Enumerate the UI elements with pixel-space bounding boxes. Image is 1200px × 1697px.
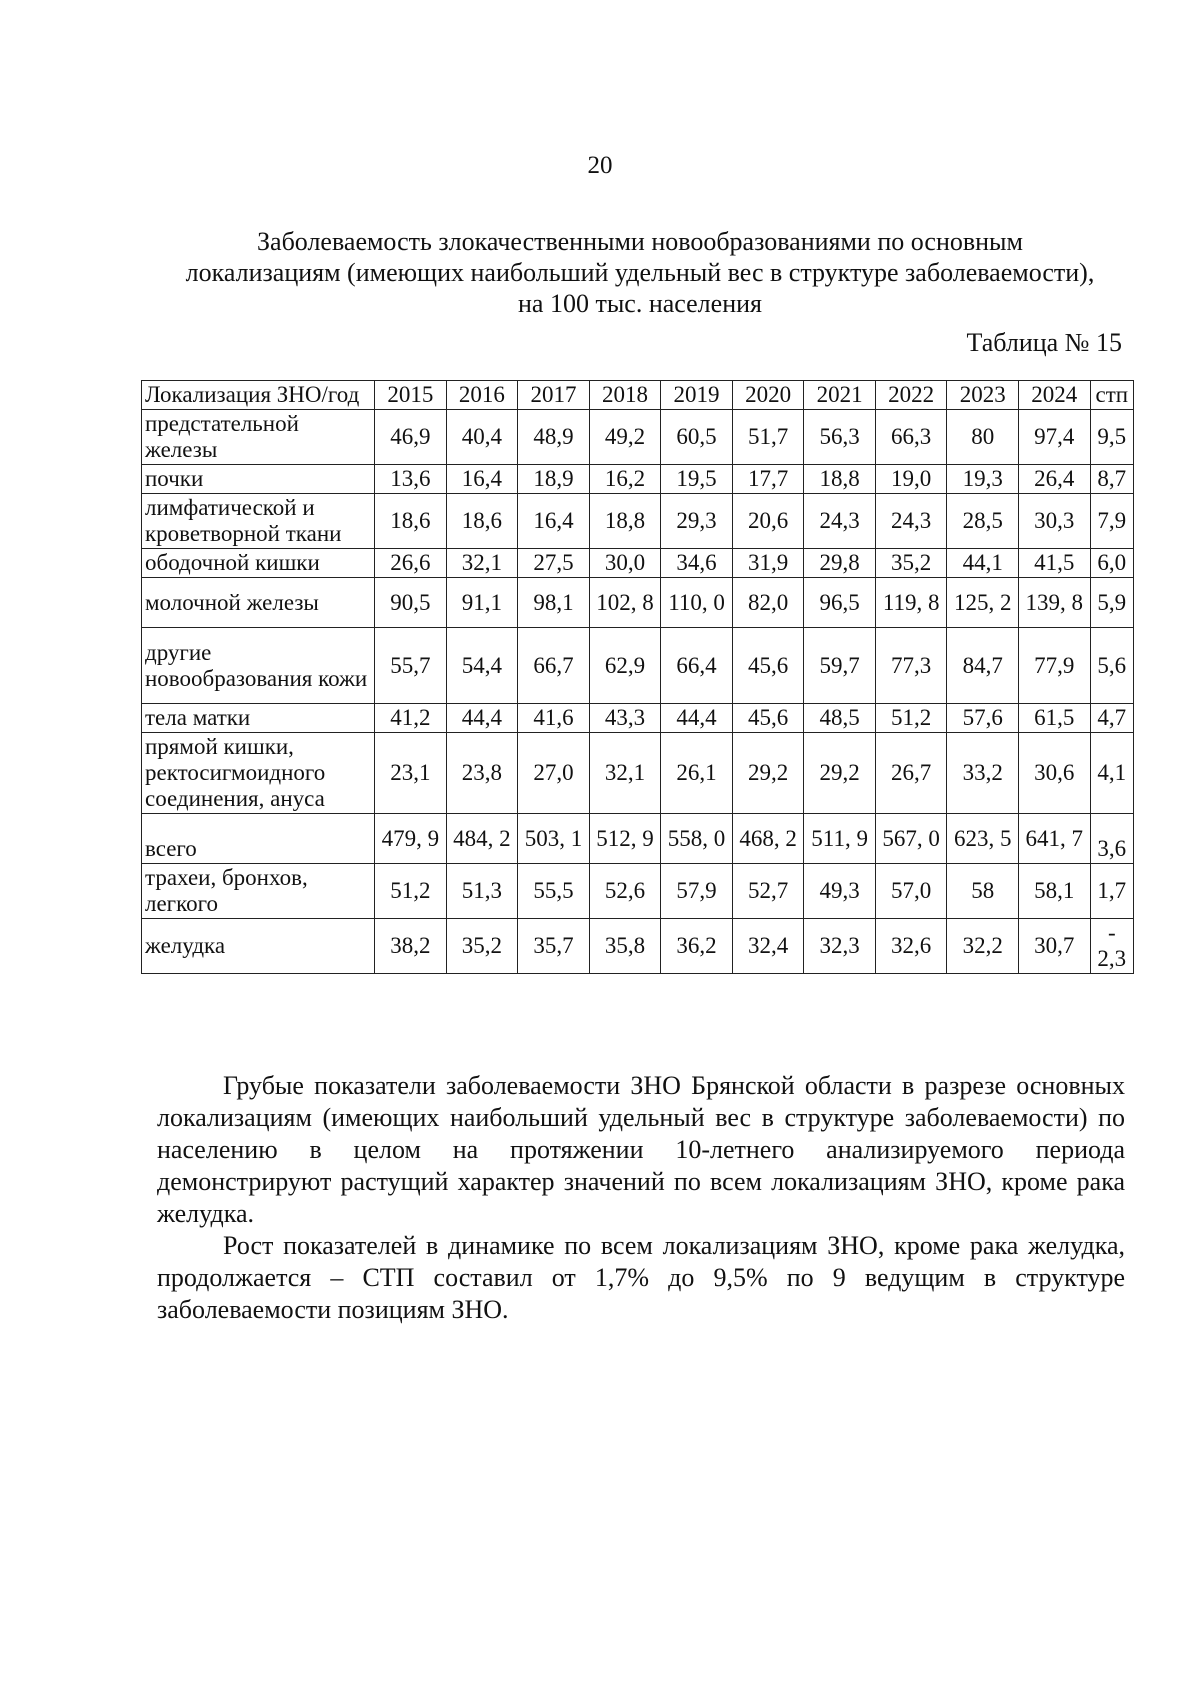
table-body bbox=[142, 410, 1134, 974]
cell-value: 24,3 bbox=[804, 494, 876, 549]
cell-value: 91,1 bbox=[446, 578, 518, 628]
cell-value: 31,9 bbox=[732, 549, 804, 578]
cell-value: 97,4 bbox=[1019, 410, 1091, 465]
table-row bbox=[142, 704, 1134, 733]
cell-value: 28,5 bbox=[947, 494, 1019, 549]
row-location: другие новообразования кожи bbox=[142, 628, 375, 704]
row-location: лимфатической и кроветворной ткани bbox=[142, 494, 375, 549]
cell-value: 35,2 bbox=[875, 549, 947, 578]
cell-value: 479, 9 bbox=[375, 814, 447, 864]
cell-value: 484, 2 bbox=[446, 814, 518, 864]
cell-value: 43,3 bbox=[589, 704, 661, 733]
cell-value: 110, 0 bbox=[661, 578, 733, 628]
cell-value: 44,4 bbox=[446, 704, 518, 733]
title-line-3: на 100 тыс. населения bbox=[518, 289, 762, 318]
cell-value: 119, 8 bbox=[875, 578, 947, 628]
cell-value: 32,1 bbox=[589, 733, 661, 814]
cell-value: 55,7 bbox=[375, 628, 447, 704]
cell-value: 468, 2 bbox=[732, 814, 804, 864]
cell-value: 102, 8 bbox=[589, 578, 661, 628]
cell-value: 55,5 bbox=[518, 864, 590, 919]
cell-value: 19,3 bbox=[947, 465, 1019, 494]
cell-value: 26,6 bbox=[375, 549, 447, 578]
header-year-2015: 2015 bbox=[375, 381, 447, 410]
cell-value: 57,0 bbox=[875, 864, 947, 919]
row-location: молочной железы bbox=[142, 578, 375, 628]
cell-value: 26,1 bbox=[661, 733, 733, 814]
cell-value: 57,6 bbox=[947, 704, 1019, 733]
table-row bbox=[142, 465, 1134, 494]
cell-value: 23,1 bbox=[375, 733, 447, 814]
cell-value: 16,4 bbox=[446, 465, 518, 494]
table-header-row bbox=[142, 381, 1134, 410]
cell-value: 41,2 bbox=[375, 704, 447, 733]
page-number: 20 bbox=[587, 152, 613, 179]
cell-value: 45,6 bbox=[732, 628, 804, 704]
cell-value: 641, 7 bbox=[1019, 814, 1091, 864]
cell-stp: - 2,3 bbox=[1090, 919, 1133, 974]
cell-value: 13,6 bbox=[375, 465, 447, 494]
cell-value: 80 bbox=[947, 410, 1019, 465]
cell-value: 77,9 bbox=[1019, 628, 1091, 704]
row-location: прямой кишки, ректосигмоидного соединения, ануса bbox=[142, 733, 375, 814]
cell-value: 66,4 bbox=[661, 628, 733, 704]
cell-value: 27,0 bbox=[518, 733, 590, 814]
cell-value: 30,6 bbox=[1019, 733, 1091, 814]
cell-value: 567, 0 bbox=[875, 814, 947, 864]
header-year-2019: 2019 bbox=[661, 381, 733, 410]
cell-value: 29,2 bbox=[804, 733, 876, 814]
cell-stp: 3,6 bbox=[1090, 814, 1133, 864]
cell-value: 35,8 bbox=[589, 919, 661, 974]
cell-value: 51,7 bbox=[732, 410, 804, 465]
cell-stp: 7,9 bbox=[1090, 494, 1133, 549]
cell-value: 623, 5 bbox=[947, 814, 1019, 864]
cell-value: 66,3 bbox=[875, 410, 947, 465]
cell-value: 56,3 bbox=[804, 410, 876, 465]
cell-stp: 5,9 bbox=[1090, 578, 1133, 628]
cell-value: 58,1 bbox=[1019, 864, 1091, 919]
cell-value: 96,5 bbox=[804, 578, 876, 628]
cell-value: 18,8 bbox=[804, 465, 876, 494]
cell-value: 34,6 bbox=[661, 549, 733, 578]
title-line-1: Заболеваемость злокачественными новообразованиями по основным bbox=[257, 227, 1023, 256]
row-location: почки bbox=[142, 465, 375, 494]
cell-value: 57,9 bbox=[661, 864, 733, 919]
cell-value: 41,6 bbox=[518, 704, 590, 733]
row-location: тела матки bbox=[142, 704, 375, 733]
cell-value: 38,2 bbox=[375, 919, 447, 974]
cell-value: 24,3 bbox=[875, 494, 947, 549]
cell-value: 36,2 bbox=[661, 919, 733, 974]
cell-value: 32,4 bbox=[732, 919, 804, 974]
cell-value: 51,3 bbox=[446, 864, 518, 919]
cell-value: 82,0 bbox=[732, 578, 804, 628]
table-row bbox=[142, 864, 1134, 919]
header-year-2024: 2024 bbox=[1019, 381, 1091, 410]
table-row bbox=[142, 814, 1134, 864]
table-row bbox=[142, 578, 1134, 628]
cell-value: 48,5 bbox=[804, 704, 876, 733]
cell-value: 32,6 bbox=[875, 919, 947, 974]
header-stp: стп bbox=[1090, 381, 1133, 410]
cell-value: 26,7 bbox=[875, 733, 947, 814]
cell-value: 27,5 bbox=[518, 549, 590, 578]
table-row bbox=[142, 733, 1134, 814]
cell-value: 18,6 bbox=[375, 494, 447, 549]
cell-value: 16,4 bbox=[518, 494, 590, 549]
cell-value: 48,9 bbox=[518, 410, 590, 465]
row-location: желудка bbox=[142, 919, 375, 974]
cell-value: 20,6 bbox=[732, 494, 804, 549]
row-location: ободочной кишки bbox=[142, 549, 375, 578]
cell-value: 18,8 bbox=[589, 494, 661, 549]
cell-value: 32,1 bbox=[446, 549, 518, 578]
cell-stp: 6,0 bbox=[1090, 549, 1133, 578]
header-year-2022: 2022 bbox=[875, 381, 947, 410]
cell-value: 49,3 bbox=[804, 864, 876, 919]
cell-value: 77,3 bbox=[875, 628, 947, 704]
cell-value: 558, 0 bbox=[661, 814, 733, 864]
table-row bbox=[142, 549, 1134, 578]
body-text bbox=[157, 1070, 1125, 1326]
cell-stp: 4,7 bbox=[1090, 704, 1133, 733]
cell-value: 58 bbox=[947, 864, 1019, 919]
cell-value: 62,9 bbox=[589, 628, 661, 704]
row-location: предстательной железы bbox=[142, 410, 375, 465]
cell-value: 512, 9 bbox=[589, 814, 661, 864]
cell-stp: 5,6 bbox=[1090, 628, 1133, 704]
paragraph-1: Грубые показатели заболеваемости ЗНО Брянской области в разрезе основных локализациям (имеющих наибольший удельный вес в структуре заболеваемости) по населению в целом на протяжении 10-летнего анализируемого периода демонстрируют растущий характер значений по всем локализациям ЗНО, кроме рака желудка. bbox=[157, 1071, 1125, 1228]
cell-value: 18,9 bbox=[518, 465, 590, 494]
title-line-2: локализациям (имеющих наибольший удельный вес в структуре заболеваемости), bbox=[185, 258, 1095, 287]
table-row bbox=[142, 410, 1134, 465]
cell-value: 40,4 bbox=[446, 410, 518, 465]
table-row bbox=[142, 628, 1134, 704]
cell-value: 30,3 bbox=[1019, 494, 1091, 549]
header-location: Локализация ЗНО/год bbox=[142, 381, 375, 410]
cell-value: 125, 2 bbox=[947, 578, 1019, 628]
row-location: трахеи, бронхов, легкого bbox=[142, 864, 375, 919]
cell-value: 54,4 bbox=[446, 628, 518, 704]
cell-value: 60,5 bbox=[661, 410, 733, 465]
cell-value: 98,1 bbox=[518, 578, 590, 628]
cell-value: 59,7 bbox=[804, 628, 876, 704]
cell-value: 35,7 bbox=[518, 919, 590, 974]
table-row bbox=[142, 919, 1134, 974]
cell-value: 19,0 bbox=[875, 465, 947, 494]
cell-value: 66,7 bbox=[518, 628, 590, 704]
incidence-table bbox=[141, 380, 1134, 974]
cell-value: 29,2 bbox=[732, 733, 804, 814]
cell-value: 23,8 bbox=[446, 733, 518, 814]
table-row bbox=[142, 494, 1134, 549]
cell-value: 17,7 bbox=[732, 465, 804, 494]
header-year-2020: 2020 bbox=[732, 381, 804, 410]
header-year-2021: 2021 bbox=[804, 381, 876, 410]
header-year-2023: 2023 bbox=[947, 381, 1019, 410]
cell-value: 503, 1 bbox=[518, 814, 590, 864]
cell-value: 33,2 bbox=[947, 733, 1019, 814]
cell-stp: 1,7 bbox=[1090, 864, 1133, 919]
header-year-2016: 2016 bbox=[446, 381, 518, 410]
cell-value: 44,4 bbox=[661, 704, 733, 733]
cell-value: 30,7 bbox=[1019, 919, 1091, 974]
cell-value: 32,3 bbox=[804, 919, 876, 974]
cell-stp: 8,7 bbox=[1090, 465, 1133, 494]
cell-value: 511, 9 bbox=[804, 814, 876, 864]
cell-value: 35,2 bbox=[446, 919, 518, 974]
cell-value: 29,3 bbox=[661, 494, 733, 549]
cell-value: 16,2 bbox=[589, 465, 661, 494]
cell-value: 45,6 bbox=[732, 704, 804, 733]
cell-value: 51,2 bbox=[375, 864, 447, 919]
cell-stp: 9,5 bbox=[1090, 410, 1133, 465]
cell-value: 41,5 bbox=[1019, 549, 1091, 578]
cell-value: 46,9 bbox=[375, 410, 447, 465]
cell-value: 90,5 bbox=[375, 578, 447, 628]
cell-value: 26,4 bbox=[1019, 465, 1091, 494]
cell-value: 52,7 bbox=[732, 864, 804, 919]
cell-value: 29,8 bbox=[804, 549, 876, 578]
header-year-2018: 2018 bbox=[589, 381, 661, 410]
cell-value: 18,6 bbox=[446, 494, 518, 549]
cell-value: 139, 8 bbox=[1019, 578, 1091, 628]
cell-value: 44,1 bbox=[947, 549, 1019, 578]
cell-value: 19,5 bbox=[661, 465, 733, 494]
cell-value: 51,2 bbox=[875, 704, 947, 733]
cell-value: 49,2 bbox=[589, 410, 661, 465]
row-location: всего bbox=[142, 814, 375, 864]
cell-value: 52,6 bbox=[589, 864, 661, 919]
cell-value: 84,7 bbox=[947, 628, 1019, 704]
header-year-2017: 2017 bbox=[518, 381, 590, 410]
cell-stp: 4,1 bbox=[1090, 733, 1133, 814]
cell-value: 32,2 bbox=[947, 919, 1019, 974]
cell-value: 61,5 bbox=[1019, 704, 1091, 733]
cell-value: 30,0 bbox=[589, 549, 661, 578]
document-title bbox=[150, 226, 1130, 319]
paragraph-2: Рост показателей в динамике по всем локализациям ЗНО, кроме рака желудка, продолжается – СТП составил от 1,7% до 9,5% по 9 ведущим в структуре заболеваемости позициям ЗНО. bbox=[157, 1231, 1125, 1324]
table-label: Таблица № 15 bbox=[966, 328, 1122, 357]
